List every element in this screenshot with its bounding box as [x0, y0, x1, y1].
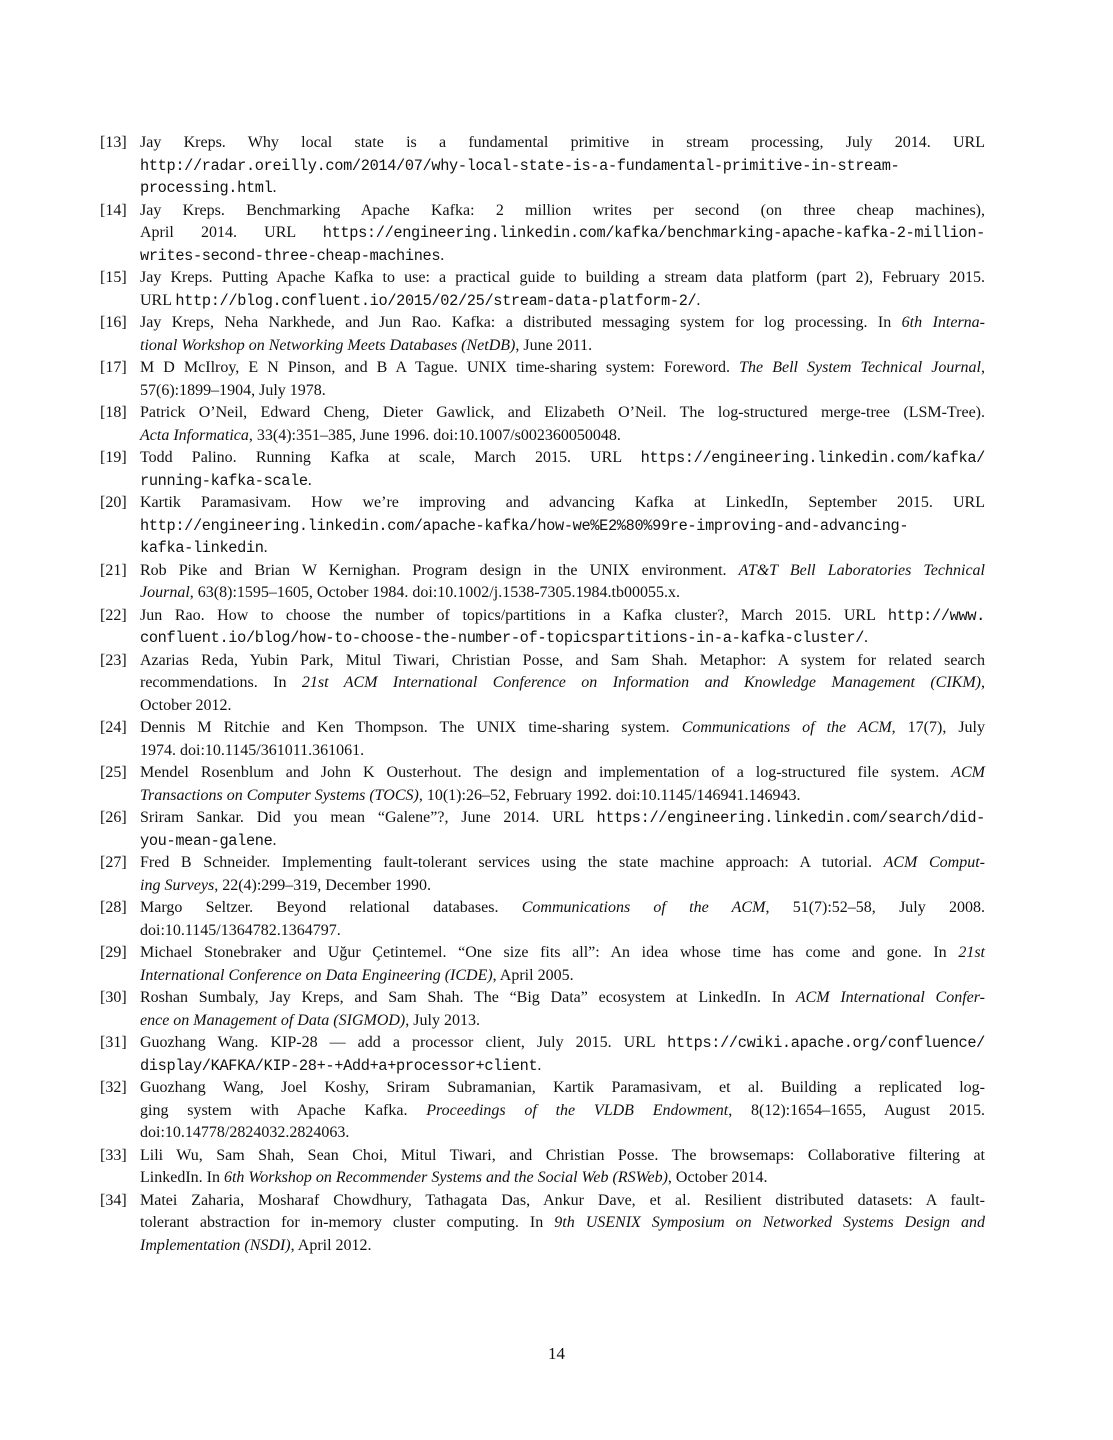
- reference-text: M D McIlroy, E N Pinson, and B A Tague. UNIX time-sharing system: Foreword.: [140, 359, 740, 376]
- reference-number: [23]: [100, 651, 127, 669]
- reference-number: [33]: [100, 1146, 127, 1164]
- reference-line: [140, 717, 985, 740]
- reference-text: October 2012.: [140, 696, 232, 714]
- reference-text: 1974. doi:10.1145/361011.361061.: [140, 741, 365, 759]
- reference-line: [140, 1235, 985, 1258]
- reference-url[interactable]: confluent.io/blog/how-to-choose-the-number-of-topicspartitions-in-a-kafka-cluster/: [140, 629, 865, 647]
- reference-text: Azarias Reda, Yubin Park, Mitul Tiwari, Christian Posse, and Sam Shah. Metaphor: A system for related search: [140, 651, 985, 669]
- reference-entry: [100, 447, 985, 492]
- reference-entry: [100, 312, 985, 357]
- reference-text: , 51(7):52–58, July 2008.: [765, 899, 985, 916]
- reference-text: Guozhang Wang. KIP-28 — add a processor client, July 2015. URL: [140, 1034, 668, 1051]
- reference-entry: [100, 897, 985, 942]
- reference-text: 57(6):1899–1904, July 1978.: [140, 381, 326, 399]
- reference-text: Jun Rao. How to choose the number of topics/partitions in a Kafka cluster?, March 2015. URL: [140, 606, 888, 624]
- reference-venue: 21st: [958, 944, 985, 961]
- reference-text: , 63(8):1595–1605, October 1984. doi:10.1002/j.1538-7305.1984.tb00055.x.: [189, 584, 680, 601]
- reference-text: .: [537, 1056, 542, 1074]
- reference-line: [140, 1032, 985, 1055]
- reference-text: Margo Seltzer. Beyond relational databases.: [140, 899, 522, 916]
- reference-number: [24]: [100, 719, 127, 736]
- reference-line: [140, 425, 985, 448]
- reference-number: [20]: [100, 494, 127, 511]
- reference-text: URL: [140, 291, 176, 309]
- reference-venue: Communications of the ACM: [521, 899, 766, 916]
- reference-text: tolerant abstraction for in-memory cluster computing. In: [140, 1214, 555, 1231]
- reference-entry: [100, 1032, 985, 1077]
- reference-line: [140, 1077, 985, 1100]
- reference-text: , April 2005.: [492, 966, 574, 984]
- reference-line: [140, 785, 985, 808]
- reference-number: [15]: [100, 269, 127, 286]
- reference-line: [140, 267, 985, 290]
- reference-text: , 33(4):351–385, June 1996. doi:10.1007/s002360050048.: [248, 426, 621, 444]
- reference-line: [140, 470, 985, 493]
- reference-text: , July 2013.: [405, 1011, 480, 1029]
- reference-entry: [100, 717, 985, 762]
- reference-line: [140, 605, 985, 628]
- page-number: 14: [548, 1344, 565, 1363]
- reference-line: [140, 515, 985, 538]
- reference-text: , 22(4):299–319, December 1990.: [214, 876, 432, 894]
- reference-url[interactable]: http://www.: [887, 606, 985, 625]
- reference-line: [140, 650, 985, 673]
- reference-venue: ACM: [951, 764, 985, 781]
- reference-url[interactable]: https://engineering.linkedin.com/kafka/: [640, 449, 985, 467]
- reference-line: [140, 560, 985, 583]
- reference-venue: ing Surveys: [140, 876, 215, 894]
- reference-venue: 9th USENIX Symposium on Networked Systems Design and: [554, 1214, 986, 1231]
- reference-number: [25]: [100, 764, 127, 781]
- reference-line: [140, 875, 985, 898]
- reference-number: [32]: [100, 1079, 127, 1096]
- reference-url[interactable]: writes-second-three-cheap-machines: [140, 246, 441, 265]
- reference-number: [13]: [100, 134, 127, 151]
- reference-line: [140, 830, 985, 853]
- reference-number: [16]: [100, 314, 127, 331]
- reference-text: .: [864, 629, 869, 646]
- reference-entry: [100, 357, 985, 402]
- reference-line: [140, 132, 985, 155]
- reference-line: [140, 897, 985, 920]
- reference-line: [140, 672, 985, 695]
- reference-line: [140, 1145, 985, 1168]
- reference-text: doi:10.14778/2824032.2824063.: [140, 1124, 350, 1141]
- reference-entry: [100, 402, 985, 447]
- reference-text: .: [440, 246, 445, 264]
- reference-line: [140, 627, 985, 650]
- reference-text: Todd Palino. Running Kafka at scale, March 2015. URL: [140, 449, 641, 466]
- reference-line: [140, 965, 985, 988]
- reference-url[interactable]: display/KAFKA/KIP-28+-+Add+a+processor+client: [140, 1056, 538, 1075]
- reference-venue: AT&T Bell Laboratories Technical: [738, 561, 986, 579]
- reference-line: [140, 357, 985, 380]
- reference-text: Michael Stonebraker and Uğur Çetintemel. “One size fits all”: An idea whose time has come and gone. In: [140, 944, 959, 961]
- reference-venue: Acta Informatica: [140, 426, 249, 444]
- reference-text: Fred B Schneider. Implementing fault-tolerant services using the state machine approach: A tutorial.: [140, 854, 884, 871]
- reference-url[interactable]: kafka-linkedin: [140, 539, 264, 557]
- reference-line: [140, 1167, 985, 1190]
- reference-line: [140, 740, 985, 763]
- reference-venue: The Bell System Technical Journal: [739, 359, 981, 376]
- reference-entry: [100, 650, 985, 718]
- reference-line: [140, 920, 985, 943]
- reference-entry: [100, 942, 985, 987]
- reference-venue: tional Workshop on Networking Meets Databases (NetDB): [140, 336, 516, 354]
- reference-line: [140, 1010, 985, 1033]
- reference-line: [140, 1055, 985, 1078]
- reference-line: [140, 582, 985, 605]
- reference-line: [140, 155, 985, 178]
- reference-line: [140, 1122, 985, 1145]
- reference-line: [140, 852, 985, 875]
- reference-venue: Transactions on Computer Systems (TOCS): [140, 786, 419, 804]
- reference-text: , October 2014.: [667, 1169, 768, 1186]
- reference-venue: Implementation (NSDI): [140, 1236, 291, 1254]
- reference-entry: [100, 807, 985, 852]
- reference-line: [140, 695, 985, 718]
- reference-text: doi:10.1145/1364782.1364797.: [140, 921, 341, 939]
- reference-number: [27]: [100, 854, 127, 871]
- reference-text: Matei Zaharia, Mosharaf Chowdhury, Tathagata Das, Ankur Dave, et al. Resilient distributed datasets: A fault-: [140, 1191, 985, 1209]
- reference-line: [140, 380, 985, 403]
- reference-venue: Journal: [140, 584, 190, 601]
- reference-number: [17]: [100, 359, 127, 376]
- reference-list: [100, 132, 985, 1257]
- reference-text: .: [272, 179, 277, 196]
- reference-url[interactable]: https://engineering.linkedin.com/kafka/benchmarking-apache-kafka-2-million-: [322, 224, 985, 242]
- reference-number: [30]: [100, 989, 127, 1006]
- reference-venue: ACM International Confer-: [795, 989, 986, 1006]
- reference-venue: 21st ACM International Conference on Information and Knowledge Management (CIKM): [301, 674, 982, 691]
- reference-text: Kartik Paramasivam. How we’re improving and advancing Kafka at LinkedIn, September 2015. URL: [140, 494, 985, 511]
- reference-text: Jay Kreps, Neha Narkhede, and Jun Rao. Kafka: a distributed messaging system for log processing. In: [140, 314, 902, 331]
- reference-text: recommendations. In: [140, 674, 302, 691]
- reference-number: [18]: [100, 404, 127, 421]
- reference-text: Roshan Sumbaly, Jay Kreps, and Sam Shah. The “Big Data” ecosystem at LinkedIn. In: [140, 989, 796, 1006]
- reference-entry: [100, 1077, 985, 1145]
- reference-number: [22]: [100, 606, 127, 624]
- reference-line: [140, 200, 985, 223]
- reference-entry: [100, 132, 985, 200]
- reference-text: ,: [981, 674, 986, 691]
- reference-text: Sriram Sankar. Did you mean “Galene”?, June 2014. URL: [140, 809, 597, 826]
- reference-entry: [100, 852, 985, 897]
- reference-text: .: [272, 831, 277, 849]
- reference-text: April 2014. URL: [140, 224, 323, 241]
- reference-entry: [100, 492, 985, 560]
- reference-text: .: [307, 471, 312, 489]
- reference-url[interactable]: https://engineering.linkedin.com/search/did-: [596, 809, 985, 827]
- reference-venue: Communications of the ACM: [681, 719, 892, 736]
- reference-text: Patrick O’Neil, Edward Cheng, Dieter Gawlick, and Elizabeth O’Neil. The log-structured merge-tree (LSM-Tree).: [140, 404, 985, 421]
- reference-url[interactable]: running-kafka-scale: [140, 471, 308, 490]
- reference-text: , 8(12):1654–1655, August 2015.: [728, 1101, 986, 1119]
- reference-number: [14]: [100, 201, 127, 219]
- reference-line: [140, 290, 985, 313]
- reference-line: [140, 447, 985, 470]
- reference-line: [140, 987, 985, 1010]
- reference-text: Jay Kreps. Putting Apache Kafka to use: a practical guide to building a stream data platform (part 2), February 2015.: [140, 269, 985, 286]
- reference-text: Mendel Rosenblum and John K Ousterhout. The design and implementation of a log-structured file system.: [140, 764, 952, 781]
- reference-text: Rob Pike and Brian W Kernighan. Program design in the UNIX environment.: [140, 561, 739, 579]
- reference-number: [31]: [100, 1034, 127, 1051]
- reference-line: [140, 1100, 985, 1123]
- reference-line: [140, 1212, 985, 1235]
- reference-venue: International Conference on Data Engineering (ICDE): [140, 966, 493, 984]
- reference-entry: [100, 267, 985, 312]
- reference-line: [140, 492, 985, 515]
- reference-line: [140, 402, 985, 425]
- reference-text: LinkedIn. In: [140, 1169, 224, 1186]
- reference-line: [140, 177, 985, 200]
- reference-entry: [100, 762, 985, 807]
- reference-text: Dennis M Ritchie and Ken Thompson. The UNIX time-sharing system.: [140, 719, 682, 736]
- reference-text: , 17(7), July: [891, 719, 986, 736]
- reference-number: [19]: [100, 449, 127, 466]
- reference-venue: ence on Management of Data (SIGMOD): [140, 1011, 406, 1029]
- reference-venue: 6th Interna-: [901, 314, 985, 331]
- reference-text: ,: [981, 359, 985, 376]
- reference-text: Jay Kreps. Why local state is a fundamental primitive in stream processing, July 2014. URL: [140, 134, 985, 151]
- reference-line: [140, 1190, 985, 1213]
- reference-entry: [100, 200, 985, 268]
- reference-entry: [100, 605, 985, 650]
- reference-number: [34]: [100, 1191, 127, 1209]
- reference-line: [140, 222, 985, 245]
- reference-line: [140, 245, 985, 268]
- reference-text: Guozhang Wang, Joel Koshy, Sriram Subramanian, Kartik Paramasivam, et al. Building a replicated log-: [140, 1079, 985, 1096]
- reference-text: , 10(1):26–52, February 1992. doi:10.1145/146941.146943.: [418, 786, 801, 804]
- reference-entry: [100, 560, 985, 605]
- reference-venue: Proceedings of the VLDB Endowment: [426, 1101, 729, 1119]
- reference-venue: ACM Comput-: [883, 854, 985, 871]
- reference-text: Jay Kreps. Benchmarking Apache Kafka: 2 million writes per second (on three cheap machines),: [140, 201, 985, 219]
- reference-line: [140, 807, 985, 830]
- reference-number: [21]: [100, 561, 127, 579]
- reference-line: [140, 942, 985, 965]
- reference-url[interactable]: https://cwiki.apache.org/confluence/: [667, 1034, 985, 1052]
- reference-number: [28]: [100, 899, 127, 916]
- reference-url[interactable]: http://blog.confluent.io/2015/02/25/stream-data-platform-2/: [175, 291, 697, 310]
- reference-line: [140, 335, 985, 358]
- reference-entry: [100, 987, 985, 1032]
- reference-text: .: [696, 291, 701, 309]
- reference-text: .: [263, 539, 268, 556]
- reference-number: [29]: [100, 944, 127, 961]
- reference-number: [26]: [100, 809, 127, 826]
- reference-text: , June 2011.: [515, 336, 593, 354]
- reference-entry: [100, 1190, 985, 1258]
- reference-line: [140, 537, 985, 560]
- reference-text: , April 2012.: [290, 1236, 372, 1254]
- reference-venue: 6th Workshop on Recommender Systems and the Social Web (RSWeb): [223, 1169, 668, 1186]
- reference-url[interactable]: http://engineering.linkedin.com/apache-kafka/how-we%E2%80%99re-improving-and-advancing-: [140, 516, 909, 535]
- reference-entry: [100, 1145, 985, 1190]
- reference-line: [140, 312, 985, 335]
- reference-line: [140, 762, 985, 785]
- reference-url[interactable]: processing.html: [140, 179, 273, 197]
- reference-url[interactable]: you-mean-galene: [140, 831, 273, 850]
- reference-url[interactable]: http://radar.oreilly.com/2014/07/why-local-state-is-a-fundamental-primitive-in-stream-: [140, 156, 900, 175]
- reference-text: ging system with Apache Kafka.: [140, 1101, 427, 1119]
- reference-text: Lili Wu, Sam Shah, Sean Choi, Mitul Tiwari, and Christian Posse. The browsemaps: Collaborative filtering at: [140, 1146, 985, 1164]
